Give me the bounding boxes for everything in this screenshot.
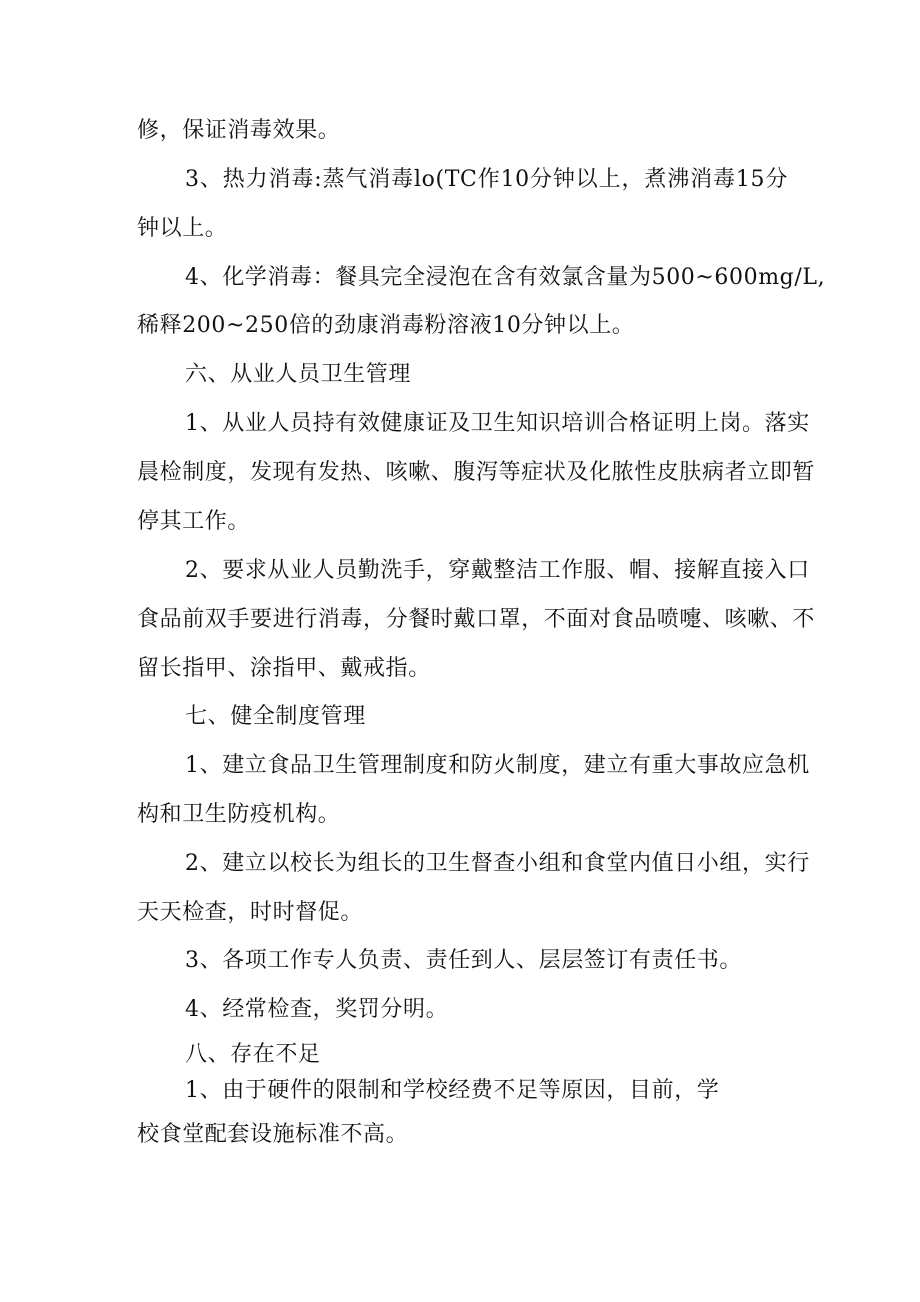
paragraph-line: 留长指甲、涂指甲、戴戒指。 [137, 656, 431, 681]
paragraph-line: 稀释200~250倍的劲康消毒粉溶液10分钟以上。 [137, 313, 635, 338]
section-heading: 六、从业人员卫生管理 [185, 362, 412, 387]
paragraph-line: 修，保证消毒效果。 [137, 118, 341, 143]
paragraph-line: 构和卫生防疫机构。 [137, 802, 341, 827]
paragraph-line: 3、热力消毒:蒸气消毒lo(TC作10分钟以上，煮沸消毒15分 [185, 167, 788, 192]
section-heading: 八、存在不足 [185, 1042, 321, 1067]
paragraph-line: 3、各项工作专人负责、责任到人、层层签订有责任书。 [185, 948, 742, 973]
paragraph-line: 食品前双手要进行消毒，分餐时戴口罩，不面对食品喷嚏、咳嗽、不 [137, 607, 816, 632]
paragraph-line: 2、要求从业人员勤洗手，穿戴整洁工作服、帽、接解直接入口 [185, 558, 810, 583]
paragraph-line: 天天检查，时时督促。 [137, 900, 364, 925]
paragraph-line: 停其工作。 [137, 509, 251, 534]
paragraph-line: 4、经常检查，奖罚分明。 [185, 997, 449, 1022]
paragraph-line: 2、建立以校长为组长的卫生督查小组和食堂内值日小组，实行 [185, 851, 810, 876]
paragraph-line: 1、建立食品卫生管理制度和防火制度，建立有重大事故应急机 [185, 753, 810, 778]
paragraph-line: 钟以上。 [137, 216, 228, 241]
paragraph-line: 晨检制度，发现有发热、咳嗽、腹泻等症状及化脓性皮肤病者立即暂 [137, 460, 816, 485]
paragraph-line: 4、化学消毒：餐具完全浸泡在含有效氯含量为500~600mg/L, [185, 265, 826, 290]
paragraph-line: 1、从业人员持有效健康证及卫生知识培训合格证明上岗。落实 [185, 411, 810, 436]
paragraph-line: 1、由于硬件的限制和学校经费不足等原因，目前，学 [185, 1078, 720, 1103]
section-heading: 七、健全制度管理 [185, 704, 366, 729]
paragraph-line: 校食堂配套设施标准不高。 [137, 1122, 409, 1147]
